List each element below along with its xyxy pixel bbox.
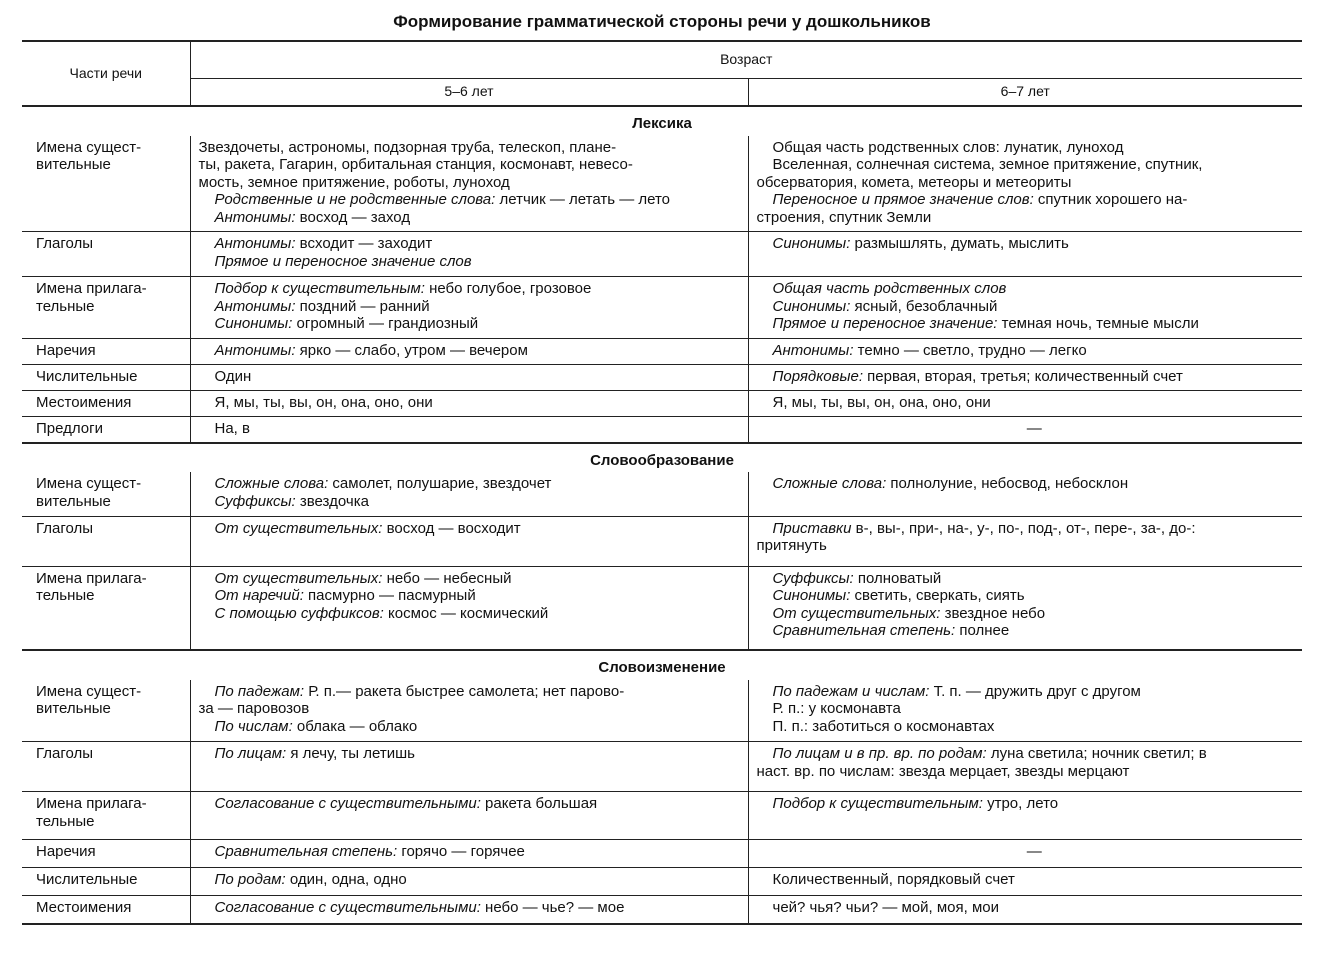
cell-5-6	[190, 516, 748, 566]
cell-line	[773, 520, 1297, 538]
header-age: Возраст	[190, 41, 1302, 79]
cell-5-6	[190, 339, 748, 365]
cell-text: звездочка	[295, 492, 369, 510]
cell-term: Прямое и переносное значение:	[772, 315, 998, 333]
cell-line	[215, 570, 742, 588]
cell-term: Антонимы:	[214, 235, 296, 253]
table-row	[22, 391, 1302, 417]
cell-line	[215, 493, 742, 511]
cell-term: Приставки	[772, 519, 852, 537]
cell-6-7	[748, 566, 1302, 650]
row-label: Числительные	[22, 365, 190, 391]
cell-text: поздний — ранний	[295, 297, 430, 315]
cell-line: Общая часть родственных слов: лунатик, луноход	[772, 138, 1124, 156]
cell-term: По падежам:	[214, 682, 305, 700]
cell-term: Суффиксы:	[214, 492, 296, 510]
cell-text: восход — восходит	[382, 519, 521, 537]
cell-text: всходит — заходит	[295, 235, 433, 253]
cell-term: Общая часть родственных слов	[772, 280, 1007, 298]
cell-term: Сравнительная степень:	[772, 622, 956, 640]
cell-text: я лечу, ты летишь	[286, 745, 415, 763]
grammar-table	[22, 40, 1302, 925]
row-label: Числительные	[22, 868, 190, 896]
header-parts-of-speech: Части речи	[22, 41, 190, 106]
cell-line: за — паровозов	[198, 700, 310, 718]
cell-text: горячо — горячее	[397, 843, 525, 861]
cell-line	[215, 253, 742, 271]
cell-text: спутник хорошего на-	[1033, 191, 1188, 209]
cell-term: Родственные и не родственные слова:	[214, 191, 496, 209]
table-row	[22, 566, 1302, 650]
row-label: Глаголы	[22, 742, 190, 792]
cell-line	[215, 718, 742, 736]
cell-6-7	[748, 792, 1302, 840]
cell-6-7	[748, 472, 1302, 516]
row-label: Местоимения	[22, 896, 190, 924]
cell-6-7	[748, 840, 1302, 868]
cell-text: ярко — слабо, утром — вечером	[295, 342, 528, 360]
cell-5-6	[190, 868, 748, 896]
cell-line: притянуть	[756, 537, 827, 555]
cell-line: Звездочеты, астрономы, подзорная труба, телескоп, плане-	[198, 138, 617, 156]
cell-5-6	[190, 472, 748, 516]
cell-5-6	[190, 840, 748, 868]
table-row	[22, 136, 1302, 232]
cell-text: облака — облако	[292, 717, 418, 735]
cell-text: ракета большая	[480, 795, 598, 813]
cell-text: пасмурно — пасмурный	[303, 587, 476, 605]
cell-line	[773, 587, 1297, 605]
cell-text: полноватый	[853, 569, 942, 587]
section-title-lexicon: Лексика	[632, 115, 692, 132]
cell-line	[773, 622, 1297, 640]
section-title-inflection: Словоизменение	[598, 659, 726, 677]
row-label: Наречия	[22, 840, 190, 868]
cell-line: мость, земное притяжение, роботы, луноход	[198, 173, 510, 191]
cell-text: огромный — грандиозный	[292, 315, 479, 333]
cell-text: в-, вы-, при-, на-, у-, по-, под-, от-, пере-, за-, до-:	[851, 519, 1196, 537]
cell-line	[773, 191, 1297, 209]
cell-term: Прямое и переносное значение слов	[214, 252, 472, 270]
cell-term: От существительных:	[214, 569, 383, 587]
empty-dash: —	[1026, 843, 1042, 861]
table-row	[22, 680, 1302, 742]
cell-term: От существительных:	[214, 519, 383, 537]
cell-text: самолет, полушарие, звездочет	[328, 475, 552, 493]
cell-text: звездное небо	[940, 604, 1046, 622]
cell-term: Антонимы:	[214, 342, 296, 360]
cell-term: Подбор к существительным:	[772, 795, 983, 813]
cell-line	[215, 209, 742, 227]
cell-6-7	[748, 417, 1302, 443]
cell-5-6	[190, 742, 748, 792]
row-label: Наречия	[22, 339, 190, 365]
cell-term: Порядковые:	[772, 368, 863, 386]
table-row	[22, 840, 1302, 868]
row-label: Глаголы	[22, 516, 190, 566]
cell-text: полнее	[955, 622, 1010, 640]
table-row	[22, 365, 1302, 391]
cell-line	[773, 298, 1297, 316]
row-label: Имена прилага-тельные	[22, 792, 190, 840]
cell-term: Синонимы:	[214, 315, 293, 333]
table-row	[22, 417, 1302, 443]
cell-line	[773, 315, 1297, 333]
header-age-5-6: 5–6 лет	[190, 79, 748, 107]
row-label: Имена сущест-вительные	[22, 680, 190, 742]
cell-5-6: Я, мы, ты, вы, он, она, оно, они	[190, 391, 748, 417]
cell-text: Р. п.— ракета быстрее самолета; нет парово-	[304, 682, 625, 700]
cell-line: П. п.: заботиться о космонавтах	[772, 717, 995, 735]
cell-6-7	[748, 232, 1302, 277]
table-row	[22, 516, 1302, 566]
cell-term: Согласование с существительными:	[214, 795, 481, 813]
cell-line	[215, 298, 742, 316]
cell-line: Р. п.: у космонавта	[772, 700, 901, 718]
header-age-6-7: 6–7 лет	[748, 79, 1302, 107]
cell-5-6	[190, 232, 748, 277]
cell-term: Антонимы:	[214, 208, 296, 226]
cell-term: С помощью суффиксов:	[214, 604, 384, 622]
cell-text: темная ночь, темные мысли	[997, 315, 1199, 333]
cell-line	[215, 683, 742, 701]
cell-line: ты, ракета, Гагарин, орбитальная станция, космонавт, невесо-	[198, 156, 633, 174]
cell-line	[215, 587, 742, 605]
cell-6-7	[748, 136, 1302, 232]
row-label: Глаголы	[22, 232, 190, 277]
cell-6-7	[748, 742, 1302, 792]
table-row	[22, 792, 1302, 840]
cell-term: Сложные слова:	[772, 475, 887, 493]
cell-line	[773, 570, 1297, 588]
table-row	[22, 472, 1302, 516]
table-row	[22, 742, 1302, 792]
cell-text: Т. п. — дружить друг с другом	[929, 682, 1141, 700]
cell-term: По родам:	[214, 871, 286, 889]
table-row	[22, 868, 1302, 896]
cell-term: Сложные слова:	[214, 475, 329, 493]
cell-term: Синонимы:	[772, 587, 851, 605]
cell-text: размышлять, думать, мыслить	[850, 235, 1069, 253]
cell-6-7: Количественный, порядковый счет	[748, 868, 1302, 896]
table-row	[22, 339, 1302, 365]
cell-term: От наречий:	[214, 587, 304, 605]
cell-text: небо голубое, грозовое	[424, 280, 592, 298]
cell-text: утро, лето	[982, 795, 1059, 813]
cell-term: По падежам и числам:	[772, 682, 930, 700]
cell-line	[215, 191, 742, 209]
cell-5-6	[190, 136, 748, 232]
cell-line	[215, 280, 742, 298]
cell-5-6: Один	[190, 365, 748, 391]
cell-term: По лицам и в пр. вр. по родам:	[772, 745, 987, 763]
row-label: Имена сущест-вительные	[22, 136, 190, 232]
cell-text: светить, сверкать, сиять	[850, 587, 1025, 605]
cell-6-7	[748, 365, 1302, 391]
cell-text: летчик — летать — лето	[495, 191, 671, 209]
row-label: Имена прилага-тельные	[22, 566, 190, 650]
page-title: Формирование грамматической стороны речи у дошкольников	[393, 12, 931, 31]
cell-term: Синонимы:	[772, 297, 851, 315]
section-title-word-formation: Словообразование	[590, 451, 734, 469]
cell-term: По лицам:	[214, 745, 287, 763]
cell-term: Сравнительная степень:	[214, 843, 398, 861]
row-label: Предлоги	[22, 417, 190, 443]
cell-6-7	[748, 516, 1302, 566]
cell-5-6: На, в	[190, 417, 748, 443]
cell-line	[215, 475, 742, 493]
row-label: Местоимения	[22, 391, 190, 417]
cell-text: один, одна, одно	[285, 871, 407, 889]
cell-term: От существительных:	[772, 604, 941, 622]
cell-text: космос — космический	[383, 604, 549, 622]
cell-text: восход — заход	[295, 208, 411, 226]
cell-text: небо — чье? — мое	[480, 899, 625, 917]
cell-term: Суффиксы:	[772, 569, 854, 587]
cell-5-6	[190, 566, 748, 650]
cell-5-6	[190, 896, 748, 924]
cell-5-6	[190, 680, 748, 742]
cell-text: полнолуние, небосвод, небосклон	[886, 475, 1129, 493]
empty-dash: —	[1026, 420, 1042, 438]
cell-term: Согласование с существительными:	[214, 899, 481, 917]
cell-line	[773, 745, 1297, 763]
cell-line	[773, 605, 1297, 623]
cell-5-6	[190, 277, 748, 339]
cell-line	[215, 235, 742, 253]
cell-6-7: Я, мы, ты, вы, он, она, оно, они	[748, 391, 1302, 417]
cell-term: Антонимы:	[214, 297, 296, 315]
cell-5-6	[190, 792, 748, 840]
cell-term: Синонимы:	[772, 235, 851, 253]
row-label: Имена сущест-вительные	[22, 472, 190, 516]
cell-line	[215, 605, 742, 623]
cell-term: Переносное и прямое значение слов:	[772, 191, 1034, 209]
cell-line: наст. вр. по числам: звезда мерцает, звезды мерцают	[756, 762, 1130, 780]
cell-text: темно — светло, трудно — легко	[853, 342, 1087, 360]
cell-term: Подбор к существительным:	[214, 280, 425, 298]
cell-6-7	[748, 277, 1302, 339]
cell-6-7: чей? чья? чьи? — мой, моя, мои	[748, 896, 1302, 924]
table-row	[22, 277, 1302, 339]
cell-6-7	[748, 680, 1302, 742]
cell-line	[215, 315, 742, 333]
cell-text: небо — небесный	[382, 569, 512, 587]
cell-6-7	[748, 339, 1302, 365]
cell-line: обсерватория, комета, метеоры и метеориты	[756, 173, 1072, 191]
table-row	[22, 232, 1302, 277]
cell-line	[773, 280, 1297, 298]
cell-line	[773, 683, 1297, 701]
cell-text: ясный, безоблачный	[850, 297, 998, 315]
cell-term: По числам:	[214, 717, 293, 735]
table-row	[22, 896, 1302, 924]
cell-text: первая, вторая, третья; количественный счет	[863, 368, 1183, 386]
cell-term: Антонимы:	[772, 342, 854, 360]
cell-text: луна светила; ночник светил; в	[986, 745, 1207, 763]
cell-line: строения, спутник Земли	[756, 208, 932, 226]
row-label: Имена прилага-тельные	[22, 277, 190, 339]
cell-line: Вселенная, солнечная система, земное притяжение, спутник,	[772, 156, 1203, 174]
cell-line	[773, 235, 1297, 253]
